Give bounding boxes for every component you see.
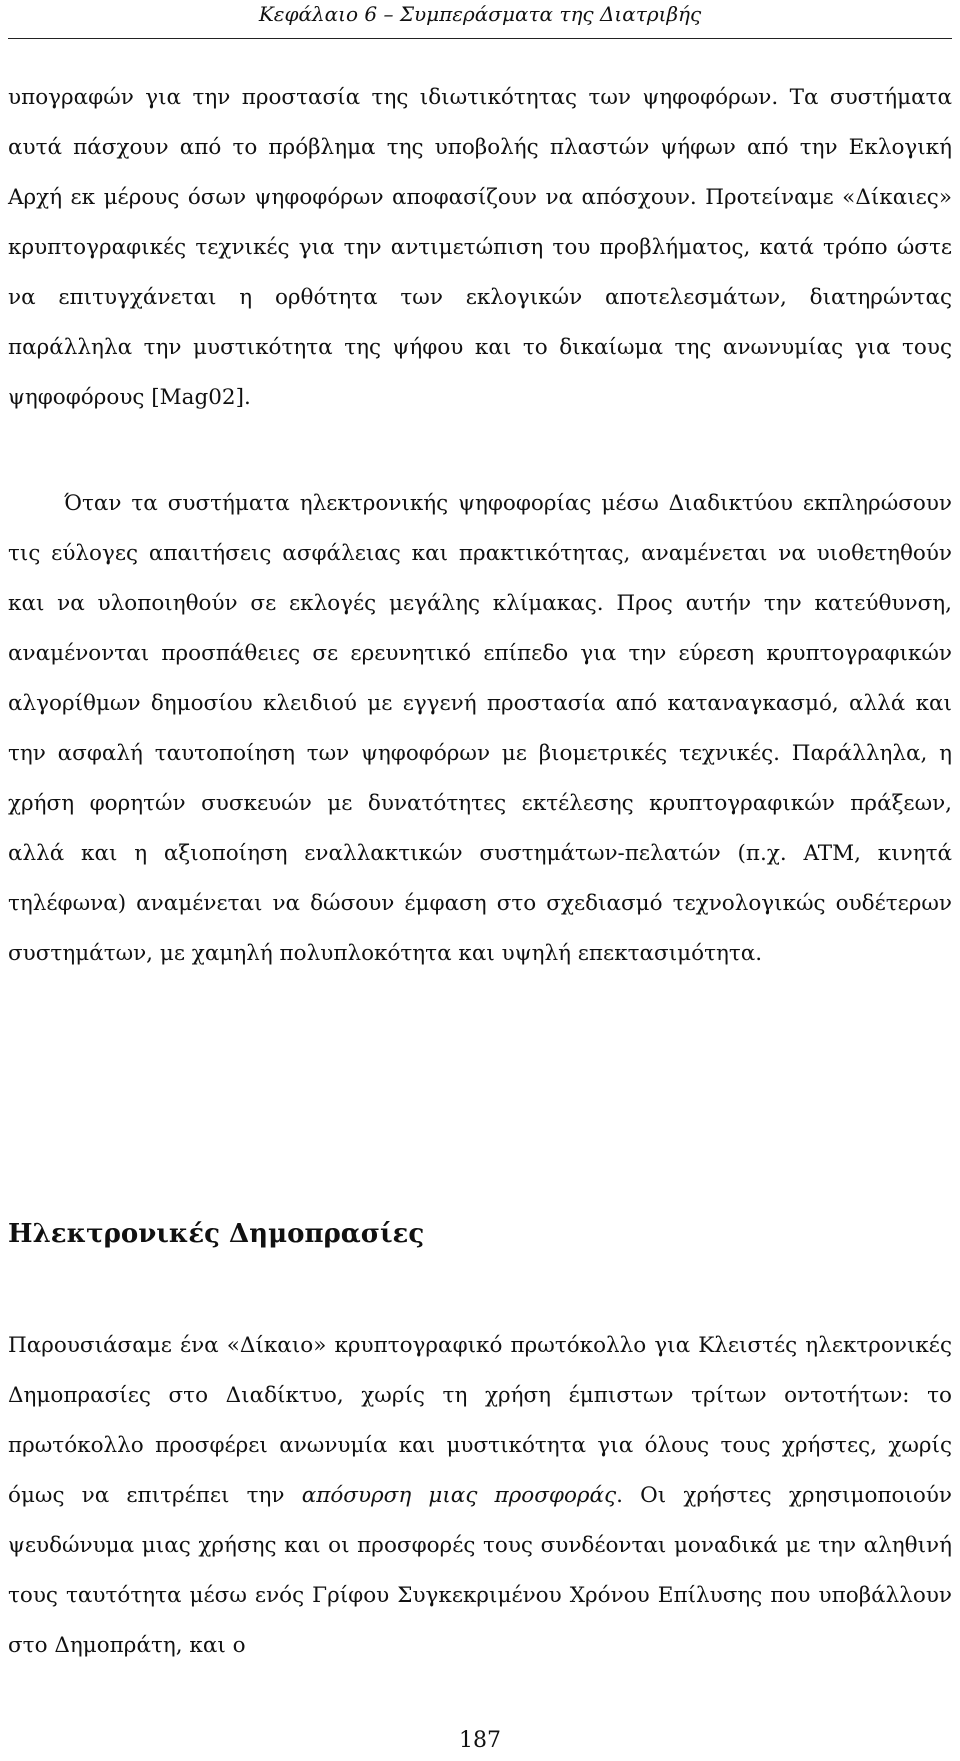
section-heading-electronic-auctions: Ηλεκτρονικές Δημοπρασίες [8, 1219, 425, 1249]
paragraph-3-emphasis: απόσυρση μιας προσφοράς [301, 1483, 617, 1508]
header-divider [8, 38, 952, 39]
paragraph-3-text-start: Παρουσιάσαμε ένα «Δίκαιο» κρυπτογραφικό πρωτόκολλο για Κλειστές ηλεκτρονικές Δημοπρασίες στο Διαδίκτυο, χωρίς τη χρήση έμπιστων τρίτων οντοτήτων: το πρωτόκολλο προσφέρει ανωνυμία και μυστικότητα για όλους τους χρήστες, χωρίς όμως να επιτρέπει την [8, 1333, 952, 1508]
body-paragraph-1: υπογραφών για την προστασία της ιδιωτικότητας των ψηφοφόρων. Τα συστήματα αυτά πάσχουν από το πρόβλημα της υποβολής πλαστών ψήφων από την Εκλογική Αρχή εκ μέρους όσων ψηφοφόρων αποφασίζουν να απόσχουν. Προτείναμε «Δίκαιες» κρυπτογραφικές τεχνικές για την αντιμετώπιση του προβλήματος, κατά τρόπο ώστε να επιτυγχάνεται η ορθότητα των εκλογικών αποτελεσμάτων, διατηρώντας παράλληλα την μυστικότητα της ψήφου και το δικαίωμα της ανωνυμίας για τους ψηφοφόρους [Mag02]. [8, 85, 952, 410]
body-paragraph-2: Όταν τα συστήματα ηλεκτρονικής ψηφοφορίας μέσω Διαδικτύου εκπληρώσουν τις εύλογες απαιτήσεις ασφάλειας και πρακτικότητας, αναμένεται να υιοθετηθούν και να υλοποιηθούν σε εκλογές μεγάλης κλίμακας. Προς αυτήν την κατεύθυνση, αναμένονται προσπάθειες σε ερευνητικό επίπεδο για την εύρεση κρυπτογραφικών αλγορίθμων δημοσίου κλειδιού με εγγενή προστασία από καταναγκασμό, αλλά και την ασφαλή ταυτοποίηση των ψηφοφόρων με βιομετρικές τεχνικές. Παράλληλα, η χρήση φορητών συσκευών με δυνατότητες εκτέλεσης κρυπτογραφικών πράξεων, αλλά και η αξιοποίηση εναλλακτικών συστημάτων-πελατών (π.χ. ATM, κινητά τηλέφωνα) αναμένεται να δώσουν έμφαση στο σχεδιασμό τεχνολογικώς ουδέτερων συστημάτων, με χαμηλή πολυπλοκότητα και υψηλή επεκτασιμότητα. [8, 491, 952, 966]
body-paragraph-3 [8, 1321, 952, 1671]
paragraph-3-text-end: . Οι χρήστες χρησιμοποιούν ψευδώνυμα μιας χρήσης και οι προσφορές τους συνδέονται μοναδικά με την αληθινή τους ταυτότητα μέσω ενός Γρίφου Συγκεκριμένου Χρόνου Επίλυσης που υποβάλλουν στο Δημοπράτη, και ο [8, 1483, 952, 1658]
page-number: 187 [459, 1728, 501, 1753]
running-header: Κεφάλαιο 6 – Συμπεράσματα της Διατριβής [258, 2, 702, 26]
